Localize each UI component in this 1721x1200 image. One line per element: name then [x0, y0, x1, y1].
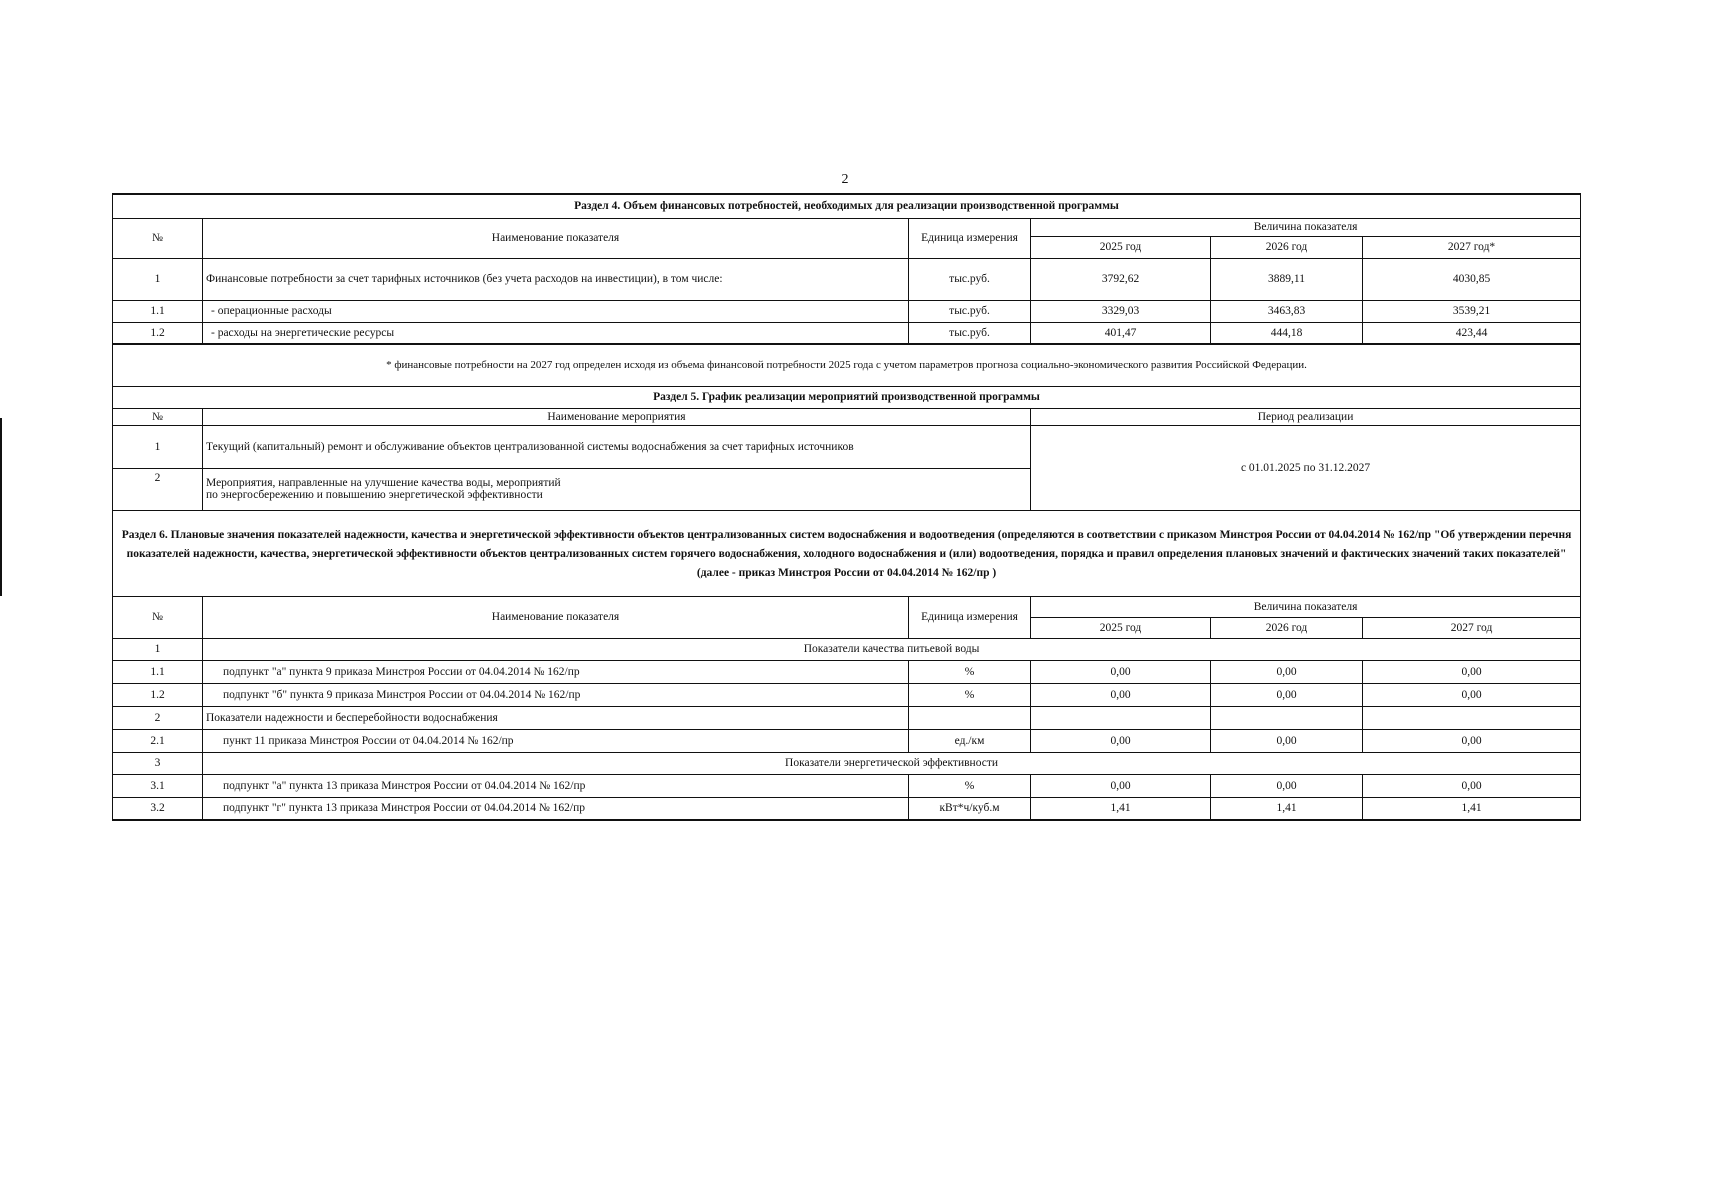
s6-header-2027: 2027 год — [1363, 617, 1581, 638]
page-number: 2 — [841, 172, 849, 187]
row-num: 2.1 — [113, 729, 203, 752]
section5-title: Раздел 5. График реализации мероприятий производственной программы — [113, 386, 1581, 408]
row-value-2027: 0,00 — [1363, 683, 1581, 706]
row-value-2027: 0,00 — [1363, 774, 1581, 797]
row-value-2027: 4030,85 — [1363, 258, 1581, 300]
row-value-2026: 0,00 — [1211, 774, 1363, 797]
row-num: 1.2 — [113, 683, 203, 706]
s5-header-period: Период реализации — [1031, 408, 1581, 425]
row-num: 1.2 — [113, 322, 203, 344]
row-value-2025: 0,00 — [1031, 729, 1211, 752]
row-name: Текущий (капитальный) ремонт и обслуживание объектов централизованной системы водоснабжения за счет тарифных источников — [203, 425, 1031, 468]
s5-header-name: Наименование мероприятия — [203, 408, 1031, 425]
s4-header-name: Наименование показателя — [203, 218, 909, 258]
group-num: 3 — [113, 752, 203, 774]
row-num: 3.2 — [113, 797, 203, 820]
s4-header-value: Величина показателя — [1031, 218, 1581, 236]
s4-header-2026: 2026 год — [1211, 236, 1363, 258]
row-value-2027: 0,00 — [1363, 660, 1581, 683]
group-name: Показатели надежности и бесперебойности водоснабжения — [203, 706, 909, 729]
table-row — [113, 752, 1581, 774]
row-name: подпункт "а" пункта 9 приказа Минстроя России от 04.04.2014 № 162/пр — [203, 660, 909, 683]
row-value-2026: 1,41 — [1211, 797, 1363, 820]
program-table — [112, 193, 1581, 821]
row-value-2026: 3463,83 — [1211, 300, 1363, 322]
row-name: подпункт "г" пункта 13 приказа Минстроя России от 04.04.2014 № 162/пр — [203, 797, 909, 820]
row-name: пункт 11 приказа Минстроя России от 04.04.2014 № 162/пр — [203, 729, 909, 752]
s6-header-unit: Единица измерения — [909, 596, 1031, 638]
table-row — [113, 425, 1581, 468]
row-name-line1: Мероприятия, направленные на улучшение качества воды, мероприятий — [206, 477, 561, 489]
row-value-2027: 3539,21 — [1363, 300, 1581, 322]
row-unit: тыс.руб. — [909, 300, 1031, 322]
table-row — [113, 683, 1581, 706]
group-num: 1 — [113, 638, 203, 660]
table-row — [113, 638, 1581, 660]
row-name-line2: по энергосбережению и повышению энергетической эффективности — [206, 489, 543, 501]
row-name: - операционные расходы — [203, 300, 909, 322]
empty-cell — [1031, 706, 1211, 729]
group-num: 2 — [113, 706, 203, 729]
row-value-2025: 0,00 — [1031, 660, 1211, 683]
row-value-2026: 444,18 — [1211, 322, 1363, 344]
s4-header-2025: 2025 год — [1031, 236, 1211, 258]
implementation-period: с 01.01.2025 по 31.12.2027 — [1031, 425, 1581, 510]
row-value-2026: 0,00 — [1211, 660, 1363, 683]
row-unit: % — [909, 774, 1031, 797]
row-num: 2 — [113, 468, 203, 510]
s4-header-unit: Единица измерения — [909, 218, 1031, 258]
row-value-2027: 0,00 — [1363, 729, 1581, 752]
table-row — [113, 300, 1581, 322]
row-value-2025: 3792,62 — [1031, 258, 1211, 300]
row-value-2025: 1,41 — [1031, 797, 1211, 820]
s4-header-2027: 2027 год* — [1363, 236, 1581, 258]
s5-header-num: № — [113, 408, 203, 425]
row-value-2025: 0,00 — [1031, 683, 1211, 706]
row-name — [203, 468, 1031, 510]
row-unit: % — [909, 660, 1031, 683]
row-name: - расходы на энергетические ресурсы — [203, 322, 909, 344]
row-value-2025: 0,00 — [1031, 774, 1211, 797]
table-row — [113, 774, 1581, 797]
row-name: подпункт "а" пункта 13 приказа Минстроя России от 04.04.2014 № 162/пр — [203, 774, 909, 797]
row-value-2025: 401,47 — [1031, 322, 1211, 344]
s6-header-value: Величина показателя — [1031, 596, 1581, 617]
empty-cell — [909, 706, 1031, 729]
group-name: Показатели качества питьевой воды — [203, 638, 1581, 660]
row-value-2027: 1,41 — [1363, 797, 1581, 820]
group-name: Показатели энергетической эффективности — [203, 752, 1581, 774]
empty-cell — [1211, 706, 1363, 729]
table-row — [113, 706, 1581, 729]
section6-title: Раздел 6. Плановые значения показателей надежности, качества и энергетической эффективности объектов централизованных систем водоснабжения и водоотведения (определяются в соответствии с приказом Минстроя России от 04.04.2014 № 162/пр "Об утверждении перечня показателей надежности, качества, энергетической эффективности объектов централизованных систем горячего водоснабжения, холодного водоснабжения и (или) водоотведения, порядка и правил определения плановых значений и фактических значений таких показателей" (далее - приказ Минстроя России от 04.04.2014 № 162/пр ) — [113, 510, 1581, 596]
row-unit: % — [909, 683, 1031, 706]
section4-note: * финансовые потребности на 2027 год определен исходя из объема финансовой потребности 2025 года с учетом параметров прогноза социально-экономического развития Российской Федерации. — [113, 344, 1581, 386]
scan-edge-mark — [0, 418, 2, 596]
row-num: 1.1 — [113, 300, 203, 322]
table-row — [113, 258, 1581, 300]
row-num: 1 — [113, 258, 203, 300]
s6-header-num: № — [113, 596, 203, 638]
row-num: 1.1 — [113, 660, 203, 683]
row-num: 1 — [113, 425, 203, 468]
section4-title: Раздел 4. Объем финансовых потребностей, необходимых для реализации производственной программы — [113, 194, 1581, 218]
table-row — [113, 660, 1581, 683]
row-name: подпункт "б" пункта 9 приказа Минстроя России от 04.04.2014 № 162/пр — [203, 683, 909, 706]
row-unit: ед./км — [909, 729, 1031, 752]
s6-header-name: Наименование показателя — [203, 596, 909, 638]
row-value-2026: 0,00 — [1211, 729, 1363, 752]
s6-header-2025: 2025 год — [1031, 617, 1211, 638]
row-unit: тыс.руб. — [909, 322, 1031, 344]
table-row — [113, 729, 1581, 752]
row-value-2025: 3329,03 — [1031, 300, 1211, 322]
row-unit: тыс.руб. — [909, 258, 1031, 300]
s4-header-num: № — [113, 218, 203, 258]
table-row — [113, 322, 1581, 344]
row-value-2026: 0,00 — [1211, 683, 1363, 706]
row-name: Финансовые потребности за счет тарифных источников (без учета расходов на инвестиции), в том числе: — [203, 258, 909, 300]
table-row — [113, 797, 1581, 820]
row-value-2026: 3889,11 — [1211, 258, 1363, 300]
row-unit: кВт*ч/куб.м — [909, 797, 1031, 820]
empty-cell — [1363, 706, 1581, 729]
row-value-2027: 423,44 — [1363, 322, 1581, 344]
row-num: 3.1 — [113, 774, 203, 797]
s6-header-2026: 2026 год — [1211, 617, 1363, 638]
